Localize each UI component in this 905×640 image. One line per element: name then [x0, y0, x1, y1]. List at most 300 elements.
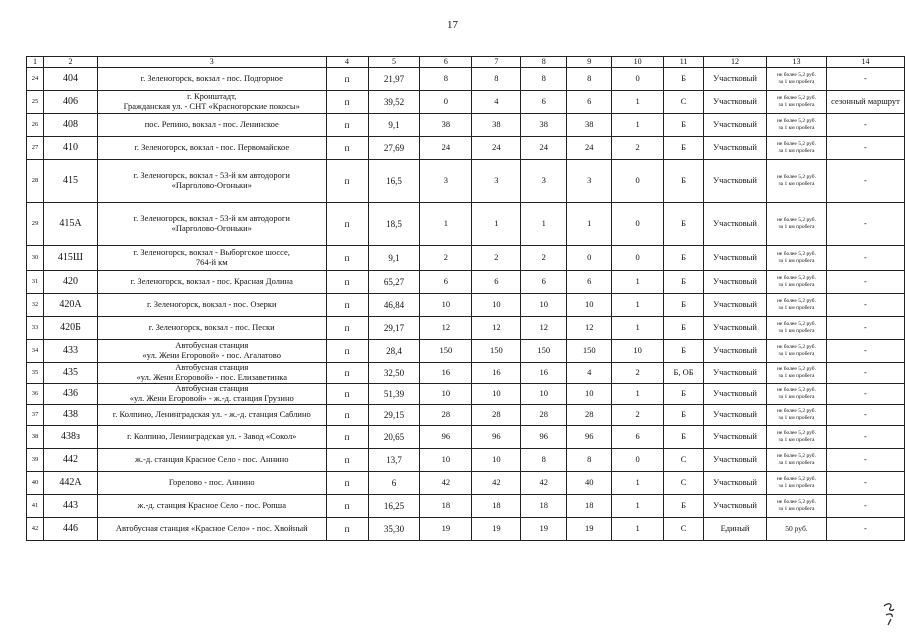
route-length: 6 [368, 472, 420, 495]
table-row [27, 426, 905, 449]
cell-col10: 2 [612, 363, 664, 384]
route-path-line: г. Зеленогорск, вокзал - пос. Пески [148, 322, 275, 333]
route-length: 9,1 [368, 114, 420, 137]
header-cell: 6 [420, 57, 472, 68]
cell-col10: 1 [612, 518, 664, 541]
route-path-line: Автобусная станция [175, 362, 249, 373]
tariff-rate-line: за 1 км пробега [778, 305, 815, 311]
route-number: 442А [43, 472, 97, 495]
tariff-mode: Участковый [704, 449, 767, 472]
route-type: п [326, 495, 368, 518]
row-number: 29 [27, 203, 44, 246]
vehicle-class: Б [664, 340, 704, 363]
cell-col7: 96 [472, 426, 521, 449]
route-length: 51,39 [368, 384, 420, 405]
cell-col9: 4 [567, 363, 612, 384]
cell-col6: 18 [420, 495, 472, 518]
cell-col7: 1 [472, 203, 521, 246]
vehicle-class: Б, ОБ [664, 363, 704, 384]
cell-col7: 10 [472, 384, 521, 405]
note: - [826, 114, 904, 137]
table-row [27, 294, 905, 317]
route-path-line: 764-й км [195, 257, 228, 267]
route-number: 438 [43, 405, 97, 426]
cell-col8: 150 [521, 340, 567, 363]
vehicle-class: Б [664, 294, 704, 317]
route-path-line: Горелово - пос. Аннино [168, 477, 255, 488]
cell-col8: 8 [521, 449, 567, 472]
tariff-mode: Участковый [704, 68, 767, 91]
route-number: 406 [43, 91, 97, 114]
route-path-line: Автобусная станция [175, 383, 249, 394]
row-number: 28 [27, 160, 44, 203]
table-row [27, 246, 905, 271]
tariff-rate-line: за 1 км пробега [778, 415, 815, 421]
cell-col8: 10 [521, 384, 567, 405]
cell-col8: 2 [521, 246, 567, 271]
route-path [97, 449, 326, 472]
route-length: 13,7 [368, 449, 420, 472]
route-type: п [326, 160, 368, 203]
cell-col10: 1 [612, 472, 664, 495]
cell-col9: 10 [567, 294, 612, 317]
vehicle-class: Б [664, 495, 704, 518]
tariff-mode: Участковый [704, 246, 767, 271]
cell-col7: 6 [472, 271, 521, 294]
vehicle-class: Б [664, 160, 704, 203]
row-number: 37 [27, 405, 44, 426]
route-number: 443 [43, 495, 97, 518]
note: - [826, 294, 904, 317]
header-cell: 14 [826, 57, 904, 68]
route-length: 32,50 [368, 363, 420, 384]
route-number: 442 [43, 449, 97, 472]
row-number: 24 [27, 68, 44, 91]
cell-col7: 16 [472, 363, 521, 384]
note: - [826, 271, 904, 294]
route-path-line: г. Зеленогорск, вокзал - пос. Подгорное [140, 73, 283, 84]
cell-col9: 19 [567, 518, 612, 541]
route-length: 46,84 [368, 294, 420, 317]
tariff-mode: Участковый [704, 405, 767, 426]
tariff-rate-line: не более 5,2 руб. [776, 429, 816, 436]
route-number: 420А [43, 294, 97, 317]
cell-col10: 1 [612, 384, 664, 405]
tariff-mode: Единый [704, 518, 767, 541]
cell-col7: 4 [472, 91, 521, 114]
route-path [97, 271, 326, 294]
route-number: 435 [43, 363, 97, 384]
tariff-rate-line: за 1 км пробега [778, 224, 815, 230]
tariff-rate-line: не более 5,2 руб. [776, 320, 816, 327]
table-row [27, 317, 905, 340]
route-type: п [326, 384, 368, 405]
tariff-mode: Участковый [704, 472, 767, 495]
route-length: 16,25 [368, 495, 420, 518]
cell-col8: 28 [521, 405, 567, 426]
row-number: 40 [27, 472, 44, 495]
note: - [826, 426, 904, 449]
cell-col7: 19 [472, 518, 521, 541]
tariff-rate [767, 384, 827, 405]
cell-col7: 150 [472, 340, 521, 363]
cell-col8: 8 [521, 68, 567, 91]
tariff-rate [767, 271, 827, 294]
tariff-rate-line: за 1 км пробега [778, 328, 815, 334]
row-number: 26 [27, 114, 44, 137]
table-row [27, 340, 905, 363]
tariff-rate [767, 340, 827, 363]
tariff-rate-line: не более 5,2 руб. [776, 216, 816, 223]
table-row [27, 518, 905, 541]
table-row [27, 472, 905, 495]
route-path-line: г. Колпино, Ленинградская ул. - Завод «Сокол» [127, 431, 297, 442]
note: - [826, 246, 904, 271]
cell-col9: 1 [567, 203, 612, 246]
cell-col6: 24 [420, 137, 472, 160]
route-type: п [326, 137, 368, 160]
table-row [27, 405, 905, 426]
row-number: 35 [27, 363, 44, 384]
tariff-rate [767, 203, 827, 246]
header-cell: 3 [97, 57, 326, 68]
route-path [97, 426, 326, 449]
route-path [97, 340, 326, 363]
route-length: 27,69 [368, 137, 420, 160]
route-path-line: «ул. Жени Егоровой» - пос. Агалатово [142, 350, 281, 360]
tariff-rate-line: за 1 км пробега [778, 258, 815, 264]
vehicle-class: Б [664, 426, 704, 449]
route-path-line: Автобусная станция [175, 340, 249, 351]
route-type: п [326, 405, 368, 426]
tariff-rate-line: за 1 км пробега [778, 351, 815, 357]
tariff-mode: Участковый [704, 203, 767, 246]
route-type: п [326, 68, 368, 91]
route-length: 20,65 [368, 426, 420, 449]
route-type: п [326, 317, 368, 340]
cell-col10: 1 [612, 271, 664, 294]
vehicle-class: С [664, 518, 704, 541]
tariff-rate [767, 518, 827, 541]
note: - [826, 405, 904, 426]
tariff-mode: Участковый [704, 340, 767, 363]
row-number: 42 [27, 518, 44, 541]
cell-col6: 10 [420, 449, 472, 472]
cell-col10: 6 [612, 426, 664, 449]
vehicle-class: Б [664, 203, 704, 246]
route-length: 18,5 [368, 203, 420, 246]
route-type: п [326, 472, 368, 495]
cell-col10: 10 [612, 340, 664, 363]
header-cell: 1 [27, 57, 44, 68]
tariff-rate-line: не более 5,2 руб. [776, 250, 816, 257]
cell-col6: 10 [420, 294, 472, 317]
tariff-rate-line: за 1 км пробега [778, 506, 815, 512]
table-row [27, 137, 905, 160]
route-path [97, 160, 326, 203]
tariff-mode: Участковый [704, 160, 767, 203]
cell-col6: 0 [420, 91, 472, 114]
table-row [27, 271, 905, 294]
note: - [826, 449, 904, 472]
tariff-rate [767, 160, 827, 203]
route-path [97, 405, 326, 426]
header-cell: 12 [704, 57, 767, 68]
tariff-rate-line: не более 5,2 руб. [776, 498, 816, 505]
route-type: п [326, 203, 368, 246]
tariff-rate-line: за 1 км пробега [778, 483, 815, 489]
tariff-rate [767, 68, 827, 91]
tariff-mode: Участковый [704, 363, 767, 384]
tariff-mode: Участковый [704, 271, 767, 294]
note: - [826, 68, 904, 91]
cell-col9: 8 [567, 449, 612, 472]
cell-col9: 40 [567, 472, 612, 495]
tariff-mode: Участковый [704, 91, 767, 114]
row-number: 36 [27, 384, 44, 405]
route-type: п [326, 449, 368, 472]
vehicle-class: С [664, 449, 704, 472]
note: - [826, 137, 904, 160]
route-number: 410 [43, 137, 97, 160]
tariff-rate-line: не более 5,2 руб. [776, 343, 816, 350]
row-number: 25 [27, 91, 44, 114]
vehicle-class: Б [664, 137, 704, 160]
tariff-rate [767, 114, 827, 137]
cell-col10: 1 [612, 114, 664, 137]
cell-col8: 16 [521, 363, 567, 384]
cell-col7: 8 [472, 68, 521, 91]
tariff-rate [767, 405, 827, 426]
route-path-line: г. Колпино, Ленинградская ул. - ж.-д. станция Саблино [112, 409, 311, 420]
cell-col10: 1 [612, 495, 664, 518]
route-path-line: г. Кронштадт, [187, 91, 237, 102]
note: - [826, 160, 904, 203]
cell-col8: 96 [521, 426, 567, 449]
tariff-rate-line: не более 5,2 руб. [776, 94, 816, 101]
route-path-line: ж.-д. станция Красное Село - пос. Ропша [137, 500, 286, 511]
cell-col8: 19 [521, 518, 567, 541]
cell-col9: 3 [567, 160, 612, 203]
note: - [826, 472, 904, 495]
cell-col7: 2 [472, 246, 521, 271]
note: - [826, 384, 904, 405]
page-number: 17 [447, 19, 458, 31]
route-path-line: г. Зеленогорск, вокзал - 53-й км автодороги [133, 213, 290, 224]
header-cell: 5 [368, 57, 420, 68]
route-path [97, 114, 326, 137]
route-number: 420 [43, 271, 97, 294]
note: - [826, 363, 904, 384]
tariff-rate-line: за 1 км пробега [778, 373, 815, 379]
table-row [27, 68, 905, 91]
tariff-rate [767, 294, 827, 317]
route-path-line: «Парголово-Огоньки» [171, 180, 252, 190]
cell-col8: 12 [521, 317, 567, 340]
tariff-mode: Участковый [704, 317, 767, 340]
cell-col8: 3 [521, 160, 567, 203]
row-number: 41 [27, 495, 44, 518]
tariff-rate-line: не более 5,2 руб. [776, 140, 816, 147]
cell-col7: 24 [472, 137, 521, 160]
route-path-line: г. Зеленогорск, вокзал - 53-й км автодороги [133, 170, 290, 181]
route-type: п [326, 294, 368, 317]
table-row [27, 203, 905, 246]
row-number: 38 [27, 426, 44, 449]
cell-col9: 96 [567, 426, 612, 449]
route-path [97, 317, 326, 340]
route-path [97, 203, 326, 246]
cell-col7: 10 [472, 294, 521, 317]
cell-col9: 8 [567, 68, 612, 91]
note: - [826, 317, 904, 340]
vehicle-class: Б [664, 405, 704, 426]
handwritten-signature [881, 600, 897, 626]
tariff-rate [767, 317, 827, 340]
route-path-line: ж.-д. станция Красное Село - пос. Аннино [135, 454, 289, 465]
cell-col7: 3 [472, 160, 521, 203]
route-path [97, 294, 326, 317]
header-cell: 13 [767, 57, 827, 68]
cell-col6: 42 [420, 472, 472, 495]
cell-col10: 0 [612, 449, 664, 472]
route-path-line: г. Зеленогорск, вокзал - пос. Красная Долина [130, 276, 293, 287]
cell-col6: 16 [420, 363, 472, 384]
vehicle-class: Б [664, 68, 704, 91]
cell-col7: 42 [472, 472, 521, 495]
tariff-rate-line: 50 руб. [785, 524, 808, 534]
route-number: 415Ш [43, 246, 97, 271]
route-path-line: пос. Репино, вокзал - пос. Ленинское [144, 119, 279, 130]
header-cell: 7 [472, 57, 521, 68]
cell-col8: 10 [521, 294, 567, 317]
tariff-rate-line: не более 5,2 руб. [776, 173, 816, 180]
tariff-rate-line: за 1 км пробега [778, 102, 815, 108]
tariff-rate-line: не более 5,2 руб. [776, 71, 816, 78]
table-row [27, 449, 905, 472]
tariff-mode: Участковый [704, 114, 767, 137]
cell-col10: 2 [612, 137, 664, 160]
tariff-mode: Участковый [704, 426, 767, 449]
route-type: п [326, 426, 368, 449]
route-length: 29,17 [368, 317, 420, 340]
tariff-rate-line: не более 5,2 руб. [776, 365, 816, 372]
header-cell: 11 [664, 57, 704, 68]
tariff-mode: Участковый [704, 294, 767, 317]
route-path [97, 472, 326, 495]
route-length: 28,4 [368, 340, 420, 363]
route-length: 21,97 [368, 68, 420, 91]
note: - [826, 518, 904, 541]
table-row [27, 91, 905, 114]
route-path-line: «Парголово-Огоньки» [171, 223, 252, 233]
cell-col8: 6 [521, 271, 567, 294]
vehicle-class: С [664, 91, 704, 114]
tariff-rate-line: не более 5,2 руб. [776, 452, 816, 459]
route-type: п [326, 518, 368, 541]
tariff-rate-line: за 1 км пробега [778, 79, 815, 85]
note: - [826, 495, 904, 518]
cell-col9: 0 [567, 246, 612, 271]
cell-col8: 38 [521, 114, 567, 137]
route-number: 404 [43, 68, 97, 91]
tariff-rate-line: не более 5,2 руб. [776, 274, 816, 281]
cell-col8: 24 [521, 137, 567, 160]
tariff-rate [767, 472, 827, 495]
cell-col9: 150 [567, 340, 612, 363]
route-type: п [326, 246, 368, 271]
tariff-rate [767, 495, 827, 518]
cell-col6: 1 [420, 203, 472, 246]
tariff-rate [767, 426, 827, 449]
route-path [97, 518, 326, 541]
cell-col9: 38 [567, 114, 612, 137]
route-path [97, 246, 326, 271]
vehicle-class: Б [664, 317, 704, 340]
table-row [27, 495, 905, 518]
tariff-rate [767, 246, 827, 271]
row-number: 27 [27, 137, 44, 160]
cell-col6: 10 [420, 384, 472, 405]
vehicle-class: Б [664, 384, 704, 405]
table-row [27, 363, 905, 384]
route-number: 415 [43, 160, 97, 203]
tariff-rate [767, 137, 827, 160]
cell-col6: 3 [420, 160, 472, 203]
header-cell: 4 [326, 57, 368, 68]
header-cell: 2 [43, 57, 97, 68]
cell-col9: 18 [567, 495, 612, 518]
cell-col8: 6 [521, 91, 567, 114]
row-number: 33 [27, 317, 44, 340]
note: - [826, 203, 904, 246]
row-number: 30 [27, 246, 44, 271]
cell-col7: 12 [472, 317, 521, 340]
vehicle-class: Б [664, 271, 704, 294]
cell-col6: 96 [420, 426, 472, 449]
cell-col7: 38 [472, 114, 521, 137]
route-length: 29,15 [368, 405, 420, 426]
route-path-line: г. Зеленогорск, вокзал - пос. Озерки [146, 299, 277, 310]
row-number: 31 [27, 271, 44, 294]
header-row [27, 57, 905, 68]
header-cell: 9 [567, 57, 612, 68]
cell-col7: 18 [472, 495, 521, 518]
cell-col9: 28 [567, 405, 612, 426]
cell-col6: 28 [420, 405, 472, 426]
route-type: п [326, 114, 368, 137]
row-number: 39 [27, 449, 44, 472]
route-length: 9,1 [368, 246, 420, 271]
tariff-rate-line: за 1 км пробега [778, 282, 815, 288]
tariff-rate-line: не более 5,2 руб. [776, 386, 816, 393]
route-path [97, 495, 326, 518]
route-type: п [326, 271, 368, 294]
tariff-mode: Участковый [704, 384, 767, 405]
cell-col10: 0 [612, 246, 664, 271]
row-number: 34 [27, 340, 44, 363]
table-row [27, 384, 905, 405]
route-length: 65,27 [368, 271, 420, 294]
tariff-rate-line: за 1 км пробега [778, 181, 815, 187]
cell-col7: 10 [472, 449, 521, 472]
tariff-rate-line: не более 5,2 руб. [776, 407, 816, 414]
cell-col8: 18 [521, 495, 567, 518]
route-number: 446 [43, 518, 97, 541]
route-path-line: «ул. Жени Егоровой» - пос. Елизаветинка [136, 372, 288, 382]
row-number: 32 [27, 294, 44, 317]
route-number: 433 [43, 340, 97, 363]
